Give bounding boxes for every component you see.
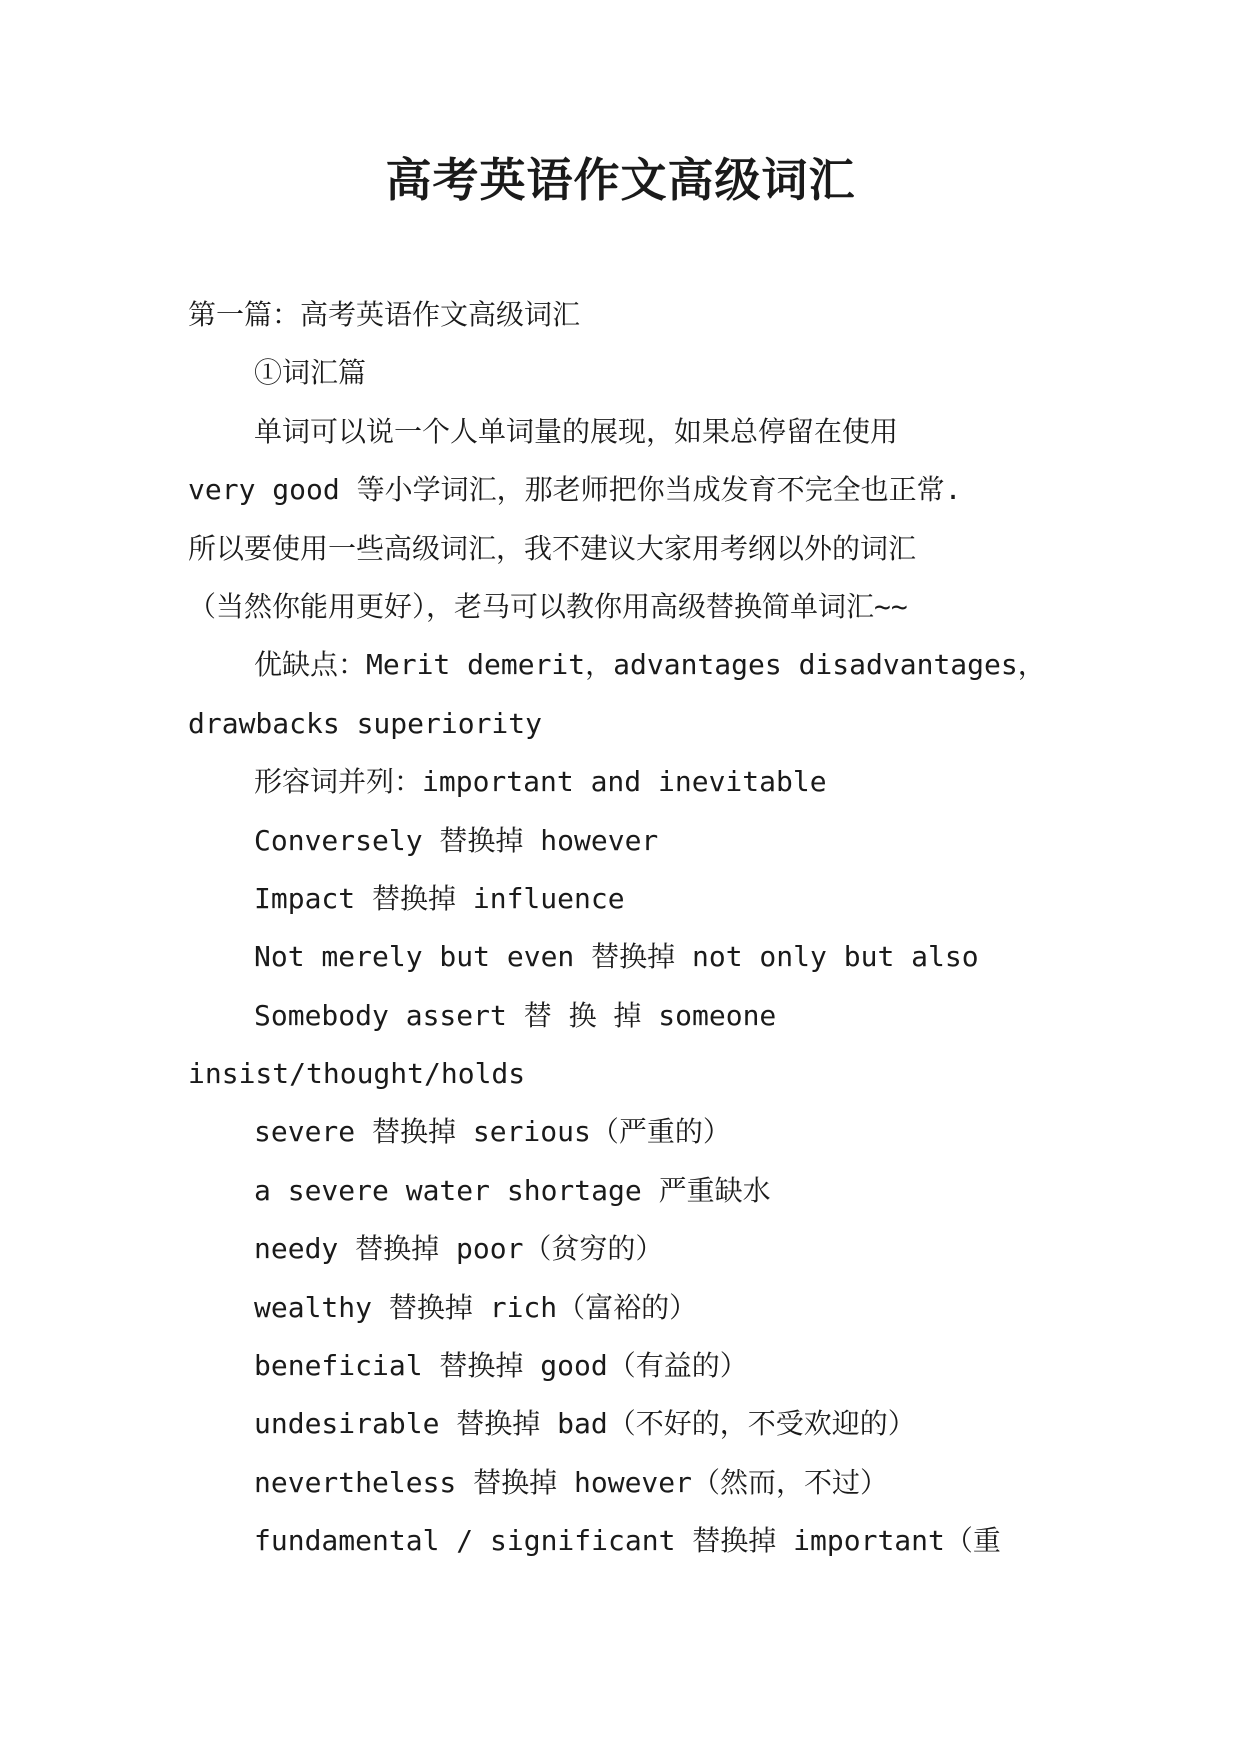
vocab-line: undesirable 替换掉 bad（不好的，不受欢迎的） — [254, 1407, 916, 1441]
paragraph-line: drawbacks superiority — [188, 706, 543, 740]
vocab-line: nevertheless 替换掉 however（然而，不过） — [254, 1465, 889, 1499]
document-title: 高考英语作文高级词汇 — [385, 153, 856, 207]
vocab-line: wealthy 替换掉 rich（富裕的） — [254, 1290, 698, 1324]
document-body — [188, 286, 1056, 1571]
vocab-line: severe 替换掉 serious（严重的） — [254, 1115, 731, 1149]
subsection-heading: ①词汇篇 — [254, 356, 367, 390]
vocab-line: insist/thought/holds — [188, 1057, 526, 1091]
vocab-line: beneficial 替换掉 good（有益的） — [254, 1349, 748, 1383]
section-heading: 第一篇：高考英语作文高级词汇 — [188, 298, 581, 331]
vocab-line: Somebody assert 替 换 掉 someone — [254, 998, 777, 1032]
vocab-line: Impact 替换掉 influence — [254, 881, 625, 915]
paragraph-line: 优缺点：Merit demerit，advantages disadvantages， — [254, 648, 1046, 682]
paragraph-line: very good 等小学词汇，那老师把你当成发育不完全也正常. — [188, 473, 962, 507]
paragraph-line: 所以要使用一些高级词汇，我不建议大家用考纲以外的词汇 — [188, 531, 917, 565]
paragraph-line: （当然你能用更好），老马可以教你用高级替换简单词汇~~ — [188, 589, 908, 623]
vocab-line: needy 替换掉 poor（贫穷的） — [254, 1232, 664, 1266]
vocab-line: a severe water shortage 严重缺水 — [254, 1173, 771, 1207]
vocab-line: Not merely but even 替换掉 not only but also — [254, 940, 979, 974]
vocab-line: 形容词并列：important and inevitable — [254, 765, 827, 799]
paragraph-line: 单词可以说一个人单词量的展现，如果总停留在使用 — [254, 414, 899, 448]
vocab-line: Conversely 替换掉 however — [254, 823, 659, 857]
vocab-line: fundamental / significant 替换掉 important（重 — [254, 1524, 1001, 1558]
